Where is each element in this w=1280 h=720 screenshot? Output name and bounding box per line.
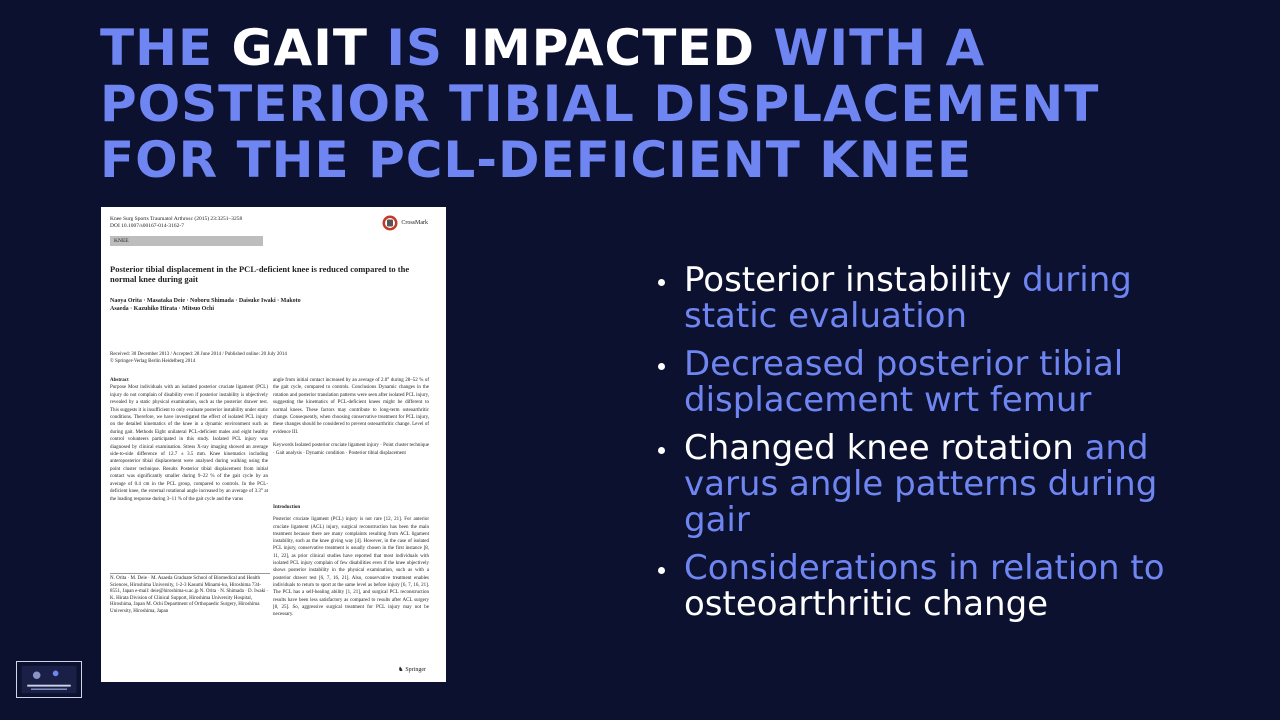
abstract-heading: Abstract [110,378,129,383]
presenter-logo-thumbnail [16,661,82,698]
paper-abstract [110,377,268,503]
intro-heading: Introduction [273,505,301,510]
bullet-item [658,346,1198,418]
abstract-continued: angle from initial contact increased by an average of 2.0° during 28–52 % of the gait cycle, compared to controls. Conclusions Dynamic changes in the rotation and posterior translation patterns were seen after isolated PCL injury, suggesting the kinematics of PCL-deficient knees might be different to normal knees. These factors may contribute to long-term osteoarthritic change. Consequently, when choosing conservative treatment for PCL injury, these changes should be considered to prevent osteoarthritic change. Level of evidence III. [273,378,429,435]
bullet-item [658,262,1198,334]
crossmark-label: CrossMark [401,220,428,226]
bullet-text-highlight: osteoarthritic change [684,584,1049,624]
bullet-text: during static evaluation [684,260,1132,336]
paper-journal: Knee Surg Sports Traumatol Arthrosc (2015) 23:3251–3258 [110,216,243,222]
paper-right-column [273,377,429,457]
paper-keywords: Keywords Isolated posterior cruciate ligament injury · Point cluster technique · Gait analysis · Dynamic condition · Posterior tibial displacement [273,443,429,456]
bullet-text: and varus angle patterns during gair [684,428,1158,540]
paper-header [110,216,242,230]
springer-logo [398,666,426,673]
intro-text: Posterior cruciate ligament (PCL) injury is not rare [12, 21]. For anterior cruciate ligament (ACL) injury, surgical reconstruction has been the main treatment because there are many complaints resulting from ACL ligament instability, such as the knee giving way [4]. However, in the case of isolated PCL injury, conservative treatment is usually chosen in the first instance [8, 11, 22], as prior clinical studies have reported that most individuals with isolated PCL injury complain of few disabilities even if the knee objectively shows posterior instability in the physical examination, such as with a posterior drawer test [6, 7, 16, 21]. Also, conservative treatment enables individuals to return to sport at the same level as before injury [6, 7, 16, 21]. The PCL has a self-healing ability [1, 21], and surgical PCL reconstruction results have been less satisfactory as compared to results after ACL surgery [8, 25]. So, aggressive surgical treatment for PCL injury may not be necessary. [273,517,429,618]
title-part-1: THE [100,19,232,77]
paper-copyright: © Springer-Verlag Berlin Heidelberg 2014 [110,359,196,364]
crossmark-icon [382,215,398,231]
paper-title: Posterior tibial displacement in the PCL-deficient knee is reduced compared to the normal knee during gait [110,264,410,284]
springer-label: Springer [405,666,426,673]
bullet-item [658,430,1198,538]
paper-dates [110,351,287,365]
paper-affiliation: N. Orita · M. Deie · M. Asaeda Graduate School of Biomedical and Health Sciences, Hiroshima University, 1-2-3 Kasumi Minami-ku, Hiroshima 734-8551, Japan e-mail: deie@hiroshima-u.ac.jp N. Orita · N. Shimada · D. Iwaki · K. Hirata Division of Clinical Support, Hiroshima University Hospital, Hiroshima, Japan M. Ochi Department of Orthopaedic Surgery, Hiroshima University, Hiroshima, Japan [110,573,270,616]
paper-introduction [273,504,429,618]
paper-doi: DOI 10.1007/s00167-014-3162-7 [110,223,184,229]
title-part-3: IS [367,19,462,77]
bullet-text: Considerations in relation to [684,548,1165,588]
paper-received: Received: 30 December 2013 / Accepted: 28 June 2014 / Published online: 20 July 2014 [110,352,287,357]
title-part-4: IMPACTED [461,19,755,77]
logo-image-icon [17,662,81,697]
paper-section-bar: KNEE [110,236,263,246]
bullet-text-highlight: Posterior instability [684,260,1012,300]
slide-title [100,20,1220,188]
paper-image [101,207,446,682]
springer-horse-icon: ♞ [397,667,404,673]
bullet-text: Decreased posterior tibial displacement wrt femur [684,344,1124,420]
abstract-text: Purpose Most individuals with an isolated posterior cruciate ligament (PCL) injury do not complain of disability even if posterior instability is objectively revealed by a static physical examination, such as the posterior drawer test. This suggests it is insufficient to only evaluate posterior instability under static conditions. Therefore, we have investigated the effect of isolated PCL injury on the detailed kinematics of the knee in a dynamic environment such as during gait. Methods Eight unilateral PCL-deficient males and eight healthy control volunteers participated in this study. Isolated PCL injury was diagnosed by clinical examination. Stress X-ray imaging showed an average side-to-side difference of 12.7 ± 3.5 mm. Knee kinematics including anteroposterior tibial displacement were analysed during walking using the point cluster technique. Results Posterior tibial displacement from initial contact was significantly smaller during 9–22 % of the gait cycle by an average of 0.4 cm in the PCL group, compared to controls. In the PCL-deficient knee, the external rotational angle increased by an average of 3.3° at the loading response during 3–11 % of the gait cycle and the varus [110,385,268,502]
title-part-2: GAIT [231,19,368,77]
crossmark-logo [382,215,428,231]
bullet-list [658,262,1198,634]
bullet-item [658,550,1198,622]
title-part-5: WITH A POSTERIOR TIBIAL DISPLACEMENT FOR THE PCL-DEFICIENT KNEE [100,19,1100,189]
paper-authors: Naoya Orita · Masataka Deie · Noboru Shimada · Daisuke Iwaki · Makoto Asaeda · Kazuhiko Hirata · Mitsuo Ochi [110,298,301,312]
bullet-text-highlight: Changed knee rotation [684,428,1074,468]
